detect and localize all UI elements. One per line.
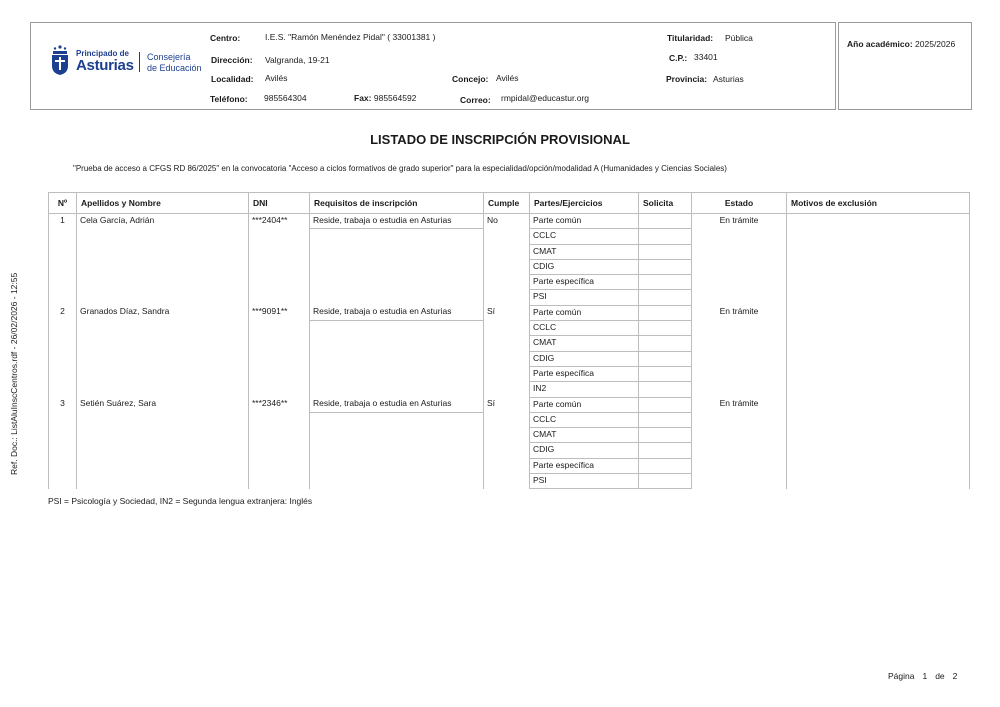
- telefono-value: 985564304: [264, 93, 307, 103]
- meets-requirement: No: [484, 214, 530, 306]
- requirement: Reside, trabaja o estudia en Asturias: [310, 305, 484, 320]
- requirement: Reside, trabaja o estudia en Asturias: [310, 397, 484, 412]
- col-header: Solicita: [639, 193, 692, 214]
- exam-part: IN2: [530, 382, 639, 397]
- student-dni: ***2404**: [249, 214, 310, 306]
- logo-divider: [139, 52, 140, 72]
- exam-part: Parte específica: [530, 366, 639, 381]
- row-number: 2: [49, 305, 77, 397]
- exam-part: Parte común: [530, 305, 639, 320]
- academic-year: Año académico: 2025/2026: [847, 39, 956, 49]
- centro-value: I.E.S. "Ramón Menéndez Pidal" ( 33001381 ): [265, 32, 436, 42]
- concejo-label: Concejo:: [452, 74, 489, 84]
- exam-part: Parte específica: [530, 458, 639, 473]
- student-name: Cela García, Adrián: [77, 214, 249, 306]
- direccion-label: Dirección:: [211, 55, 253, 65]
- academic-year-box: [838, 22, 972, 110]
- col-header: Requisitos de inscripción: [310, 193, 484, 214]
- col-header: Partes/Ejercicios: [530, 193, 639, 214]
- document-reference: Ref. Doc.: ListAluInscCentros.rdf - 26/02/2026 - 12:55: [9, 272, 19, 475]
- exclusion-reasons: [787, 214, 970, 306]
- exam-part: CCLC: [530, 229, 639, 244]
- col-header: DNI: [249, 193, 310, 214]
- status: En trámite: [692, 305, 787, 397]
- cp-label: C.P.:: [669, 53, 688, 63]
- principado-asturias-logo: Principado de Asturias Consejería de Educación: [50, 44, 210, 76]
- exclusion-reasons: [787, 397, 970, 489]
- col-header: Cumple: [484, 193, 530, 214]
- student-name: Setién Suárez, Sara: [77, 397, 249, 489]
- table-row: [49, 305, 970, 320]
- exam-part: CDIG: [530, 351, 639, 366]
- exam-part: Parte común: [530, 397, 639, 412]
- requested-cell: [639, 214, 692, 229]
- col-header: Motivos de exclusión: [787, 193, 970, 214]
- concejo-value: Avilés: [496, 73, 519, 83]
- exam-part: CMAT: [530, 428, 639, 443]
- correo-label: Correo:: [460, 95, 491, 105]
- cp-value: 33401: [694, 52, 718, 62]
- table-row: [49, 214, 970, 229]
- localidad-value: Avilés: [265, 73, 288, 83]
- exam-part: Parte específica: [530, 275, 639, 290]
- page-indicator: Página 1 de 2: [888, 671, 958, 681]
- asturias-seal-icon: [50, 44, 70, 76]
- exam-part: PSI: [530, 290, 639, 305]
- exam-part: CDIG: [530, 443, 639, 458]
- exam-part: CDIG: [530, 259, 639, 274]
- exam-part: CMAT: [530, 336, 639, 351]
- status: En trámite: [692, 397, 787, 489]
- fax: Fax: 985564592: [354, 93, 417, 103]
- requirement: Reside, trabaja o estudia en Asturias: [310, 214, 484, 229]
- exam-part: CCLC: [530, 321, 639, 336]
- row-number: 3: [49, 397, 77, 489]
- col-header: Apellidos y Nombre: [77, 193, 249, 214]
- student-dni: ***9091**: [249, 305, 310, 397]
- centro-label: Centro:: [210, 33, 241, 43]
- student-dni: ***2346**: [249, 397, 310, 489]
- exclusion-reasons: [787, 305, 970, 397]
- exam-part: PSI: [530, 474, 639, 489]
- col-header: Nº: [49, 193, 77, 214]
- titularidad-label: Titularidad:: [667, 33, 714, 43]
- exam-part: CCLC: [530, 412, 639, 427]
- titularidad-value: Pública: [725, 33, 753, 43]
- table-row: [49, 397, 970, 412]
- row-number: 1: [49, 214, 77, 306]
- exam-part: Parte común: [530, 214, 639, 229]
- registration-table: [48, 192, 970, 489]
- col-header: Estado: [692, 193, 787, 214]
- footnote: PSI = Psicología y Sociedad, IN2 = Segunda lengua extranjera: Inglés: [48, 496, 313, 506]
- direccion-value: Valgranda, 19-21: [265, 55, 330, 65]
- exam-description: "Prueba de acceso a CFGS RD 86/2025" en la convocatoria "Acceso a ciclos formativos de grado superior" para la especialidad/opción/modalidad A (Humanidades y Ciencias Sociales): [73, 164, 727, 173]
- status: En trámite: [692, 214, 787, 306]
- requested-cell: [639, 397, 692, 412]
- provincia-label: Provincia:: [666, 74, 708, 84]
- telefono-label: Teléfono:: [210, 94, 248, 104]
- student-name: Granados Díaz, Sandra: [77, 305, 249, 397]
- localidad-label: Localidad:: [211, 74, 254, 84]
- correo-value: rmpidal@educastur.org: [501, 93, 590, 103]
- requested-cell: [639, 305, 692, 320]
- table-header: [49, 193, 970, 214]
- provincia-value: Asturias: [713, 74, 744, 84]
- exam-part: CMAT: [530, 244, 639, 259]
- meets-requirement: Sí: [484, 305, 530, 397]
- meets-requirement: Sí: [484, 397, 530, 489]
- page-title: LISTADO DE INSCRIPCIÓN PROVISIONAL: [370, 132, 630, 147]
